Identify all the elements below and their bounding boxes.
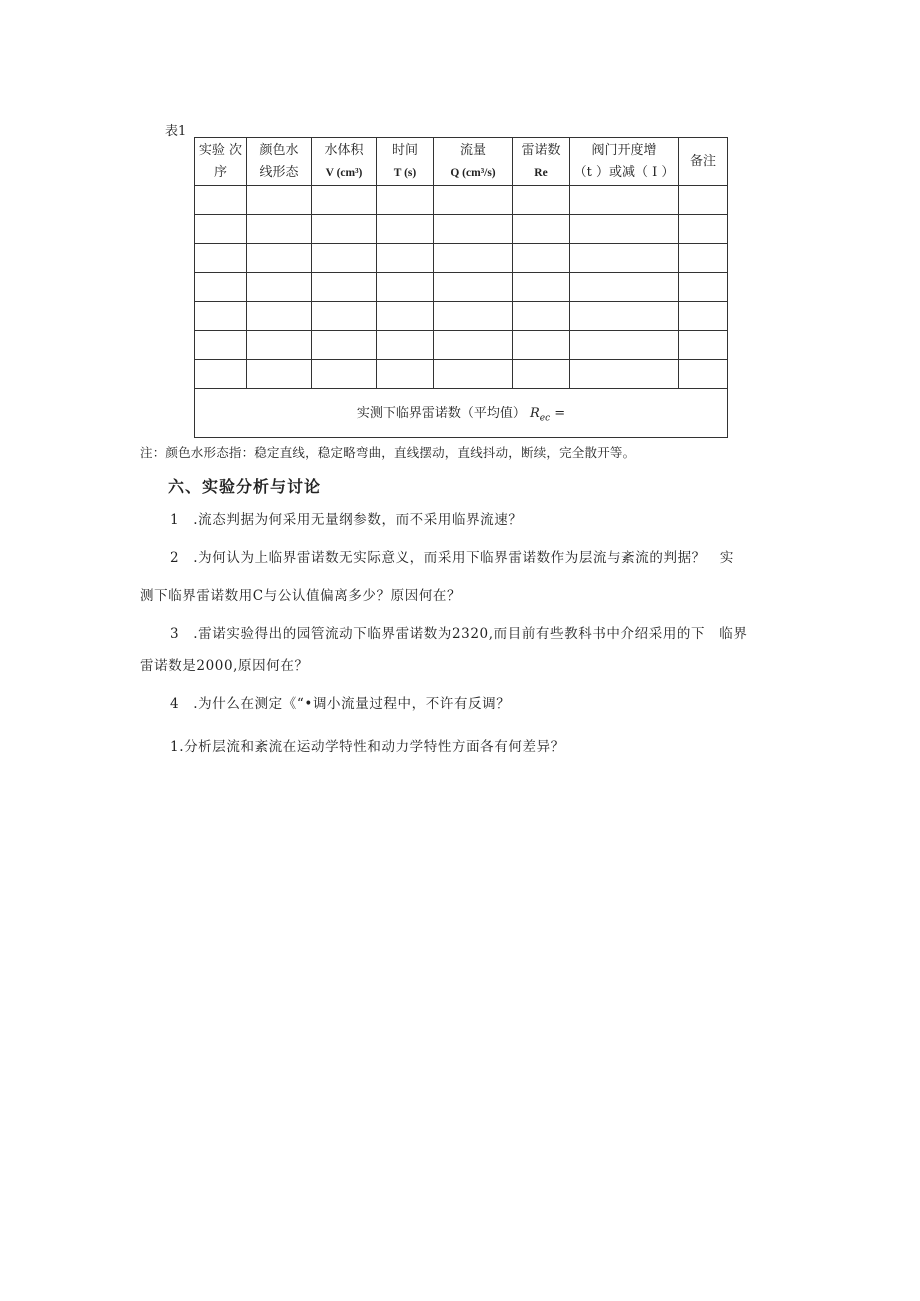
table-cell [679, 302, 728, 331]
table-cell [377, 302, 434, 331]
table-cell [513, 215, 570, 244]
table-cell [312, 331, 377, 360]
header-time: 时间 T (s) [377, 138, 434, 186]
table-header-row [195, 138, 728, 186]
table-cell [679, 186, 728, 215]
critical-reynolds-eq: = [554, 406, 566, 422]
table-cell [312, 215, 377, 244]
table-cell [195, 244, 247, 273]
header-flow-rate: 流量 Q (cm³/s) [434, 138, 513, 186]
table-row [195, 360, 728, 389]
table-cell [434, 273, 513, 302]
question-3-line-2: 雷诺数是2000,原因何在？ [140, 658, 309, 674]
table-cell [195, 302, 247, 331]
table-cell [679, 360, 728, 389]
table-row [195, 244, 728, 273]
table-cell [377, 244, 434, 273]
table-cell [570, 331, 679, 360]
table-cell [247, 215, 312, 244]
table-cell [513, 244, 570, 273]
table-cell [570, 273, 679, 302]
table-cell [434, 186, 513, 215]
table-cell [570, 360, 679, 389]
table-cell [434, 215, 513, 244]
table-footer-row [195, 389, 728, 438]
table-cell [679, 273, 728, 302]
question-4: 4 .为什么在测定《“•调小流量过程中，不许有反调？ [170, 696, 511, 712]
table-cell [570, 186, 679, 215]
table-row [195, 186, 728, 215]
table-cell [570, 302, 679, 331]
table-cell [679, 215, 728, 244]
table-row [195, 302, 728, 331]
header-valve: 阀门开度增 （t ）或减（ I ） [570, 138, 679, 186]
table-cell [570, 215, 679, 244]
table-body [195, 186, 728, 389]
table-note: 注：颜色水形态指：稳定直线，稳定略弯曲，直线摆动，直线抖动，断续，完全散开等。 [140, 445, 636, 460]
table-row [195, 331, 728, 360]
table-cell [195, 215, 247, 244]
table-cell [312, 186, 377, 215]
table-caption: 表1 [165, 124, 187, 139]
question-2-line-2: 测下临界雷诺数用C与公认值偏离多少？原因何在？ [140, 588, 462, 604]
table-cell [247, 244, 312, 273]
table-cell [247, 360, 312, 389]
table-cell [312, 244, 377, 273]
table-cell [434, 360, 513, 389]
table-cell [434, 244, 513, 273]
table-cell [513, 302, 570, 331]
table-cell [513, 273, 570, 302]
table-cell [679, 331, 728, 360]
table-cell [195, 186, 247, 215]
table-cell [195, 331, 247, 360]
table-cell [513, 331, 570, 360]
table-row [195, 215, 728, 244]
data-table [194, 137, 728, 438]
table-cell [247, 331, 312, 360]
table-cell [195, 273, 247, 302]
header-reynolds: 雷诺数 Re [513, 138, 570, 186]
table-cell [679, 244, 728, 273]
table-cell [570, 244, 679, 273]
header-remarks: 备注 [679, 138, 728, 186]
table-cell [513, 360, 570, 389]
table-cell [247, 302, 312, 331]
table-cell [247, 186, 312, 215]
question-1: 1 .流态判据为何采用无量纲参数，而不采用临界流速？ [170, 512, 523, 528]
table-cell [195, 360, 247, 389]
table-cell [247, 273, 312, 302]
question-5: 1.分析层流和紊流在运动学特性和动力学特性方面各有何差异？ [170, 739, 565, 755]
critical-reynolds-symbol: $R_{ec}$ [529, 406, 551, 424]
table-row [195, 273, 728, 302]
table-cell [377, 360, 434, 389]
question-3-line-1: 3 .雷诺实验得出的园管流动下临界雷诺数为2320,而目前有些教科书中介绍采用的下 临界 [170, 626, 748, 642]
question-2-line-1: 2 .为何认为上临界雷诺数无实际意义，而采用下临界雷诺数作为层流与紊流的判据？ 实 [170, 550, 734, 566]
table-cell [434, 302, 513, 331]
table-cell [434, 331, 513, 360]
table-cell [377, 215, 434, 244]
table-cell [312, 360, 377, 389]
table-cell [377, 186, 434, 215]
header-trial-order: 实验 次 序 [195, 138, 247, 186]
table-cell [513, 186, 570, 215]
table-cell [312, 273, 377, 302]
header-dye-shape: 颜色水 线形态 [247, 138, 312, 186]
critical-reynolds-cell [195, 389, 728, 438]
section-title: 六、实验分析与讨论 [168, 477, 322, 496]
table-cell [377, 331, 434, 360]
critical-reynolds-label: 实测下临界雷诺数（平均值） [356, 406, 526, 422]
table-cell [312, 302, 377, 331]
header-volume: 水体积 V (cm³) [312, 138, 377, 186]
table-cell [377, 273, 434, 302]
